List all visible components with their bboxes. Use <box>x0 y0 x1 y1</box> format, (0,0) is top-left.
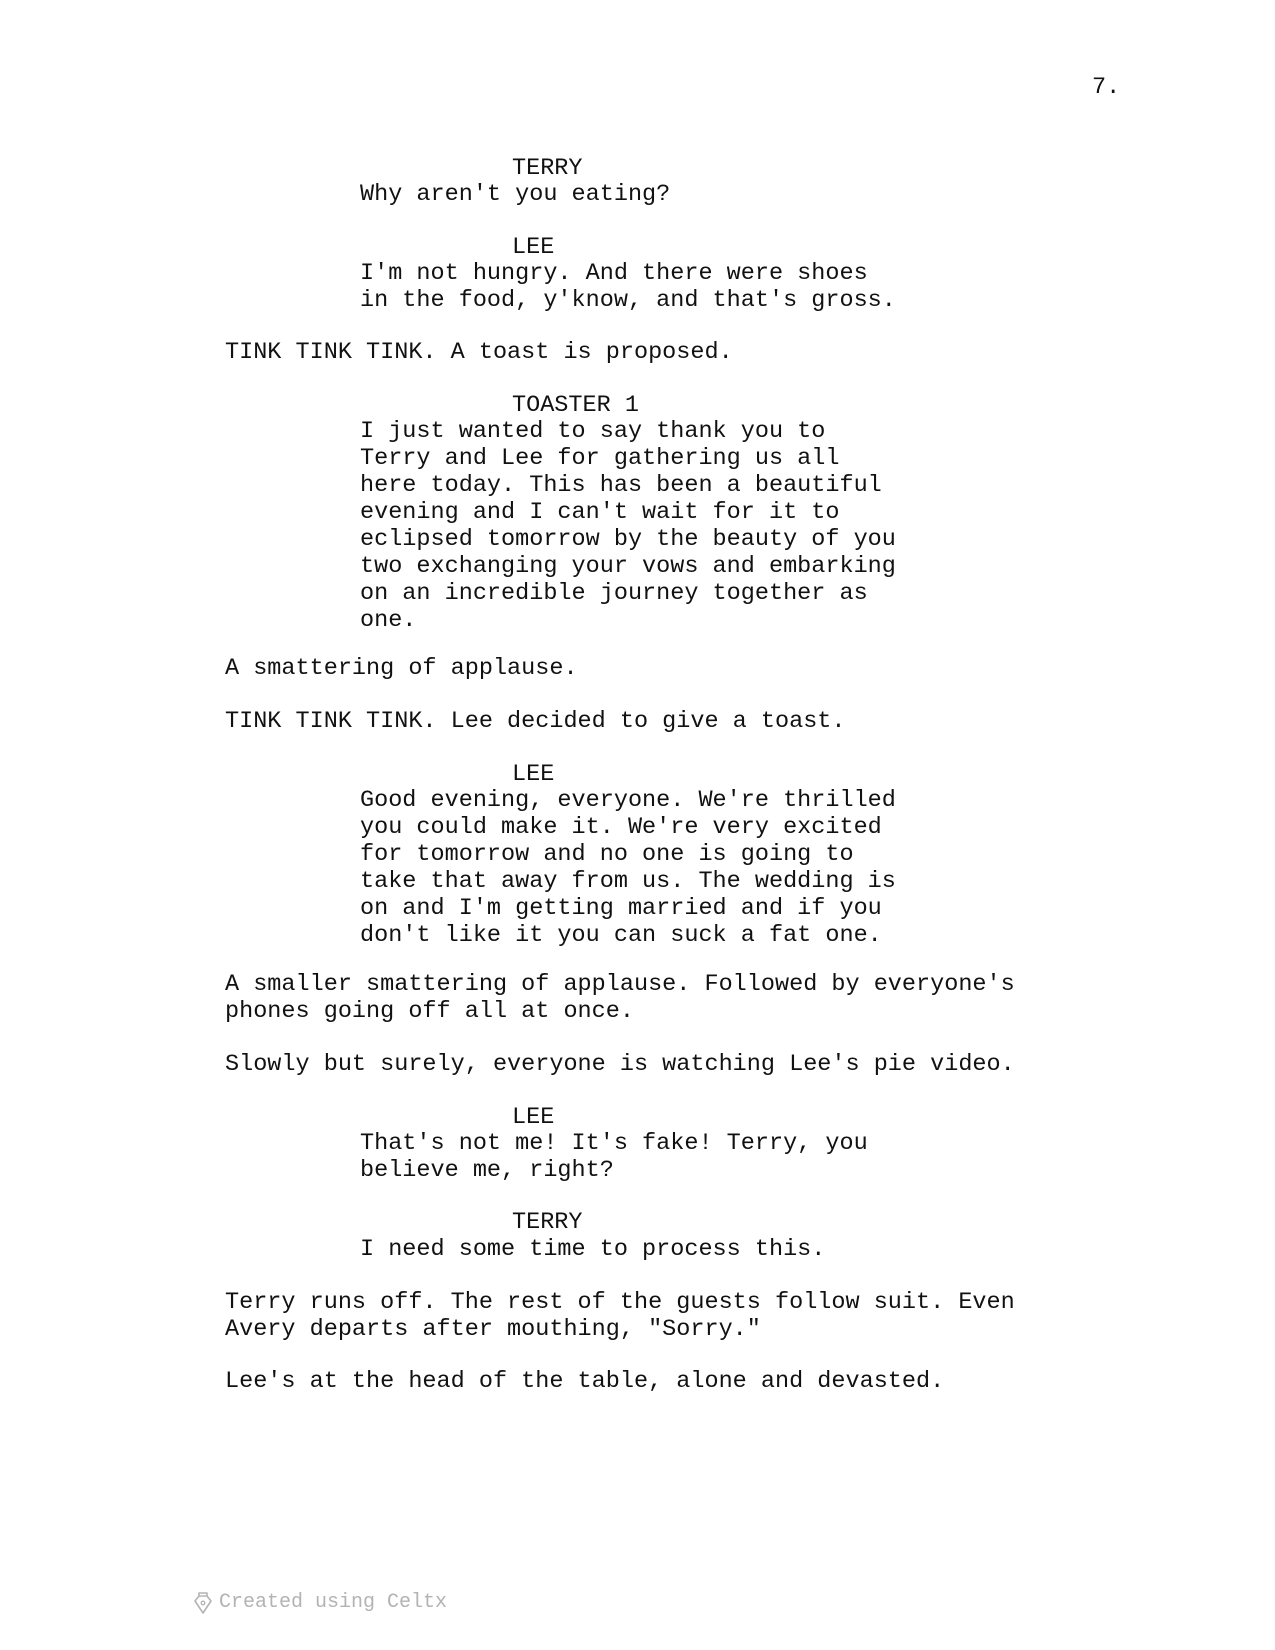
page-number: 7. <box>1092 74 1121 101</box>
character-name: TOASTER 1 <box>512 392 639 419</box>
action-line: Slowly but surely, everyone is watching Lee's pie video. <box>225 1051 1015 1078</box>
character-name: TERRY <box>512 155 583 182</box>
action-line: A smaller smattering of applause. Followed by everyone's phones going off all at once. <box>225 971 1015 1025</box>
character-name: LEE <box>512 761 555 788</box>
character-name: LEE <box>512 1104 555 1131</box>
footer-watermark <box>193 1591 447 1615</box>
character-name: TERRY <box>512 1209 583 1236</box>
dialogue: I just wanted to say thank you to Terry and Lee for gathering us all here today. This has been a beautiful evening and I can't wait for it to eclipsed tomorrow by the beauty of you two exchanging your vows and embarking on an incredible journey together as one. <box>360 418 896 634</box>
action-line: A smattering of applause. <box>225 655 578 682</box>
action-line: TINK TINK TINK. A toast is proposed. <box>225 339 733 366</box>
dialogue: Good evening, everyone. We're thrilled you could make it. We're very excited for tomorrow and no one is going to take that away from us. The wedding is on and I'm getting married and if you don't like it you can suck a fat one. <box>360 787 896 949</box>
footer-text: Created using Celtx <box>219 1591 448 1614</box>
celtx-pen-icon <box>193 1591 213 1615</box>
action-line: TINK TINK TINK. Lee decided to give a toast. <box>225 708 846 735</box>
dialogue: That's not me! It's fake! Terry, you believe me, right? <box>360 1130 868 1184</box>
dialogue: Why aren't you eating? <box>360 181 671 208</box>
character-name: LEE <box>512 234 555 261</box>
dialogue: I'm not hungry. And there were shoes in the food, y'know, and that's gross. <box>360 260 896 314</box>
action-line: Terry runs off. The rest of the guests follow suit. Even Avery departs after mouthing, "Sorry." <box>225 1289 1015 1343</box>
action-line: Lee's at the head of the table, alone and devasted. <box>225 1368 945 1395</box>
dialogue: I need some time to process this. <box>360 1236 826 1263</box>
